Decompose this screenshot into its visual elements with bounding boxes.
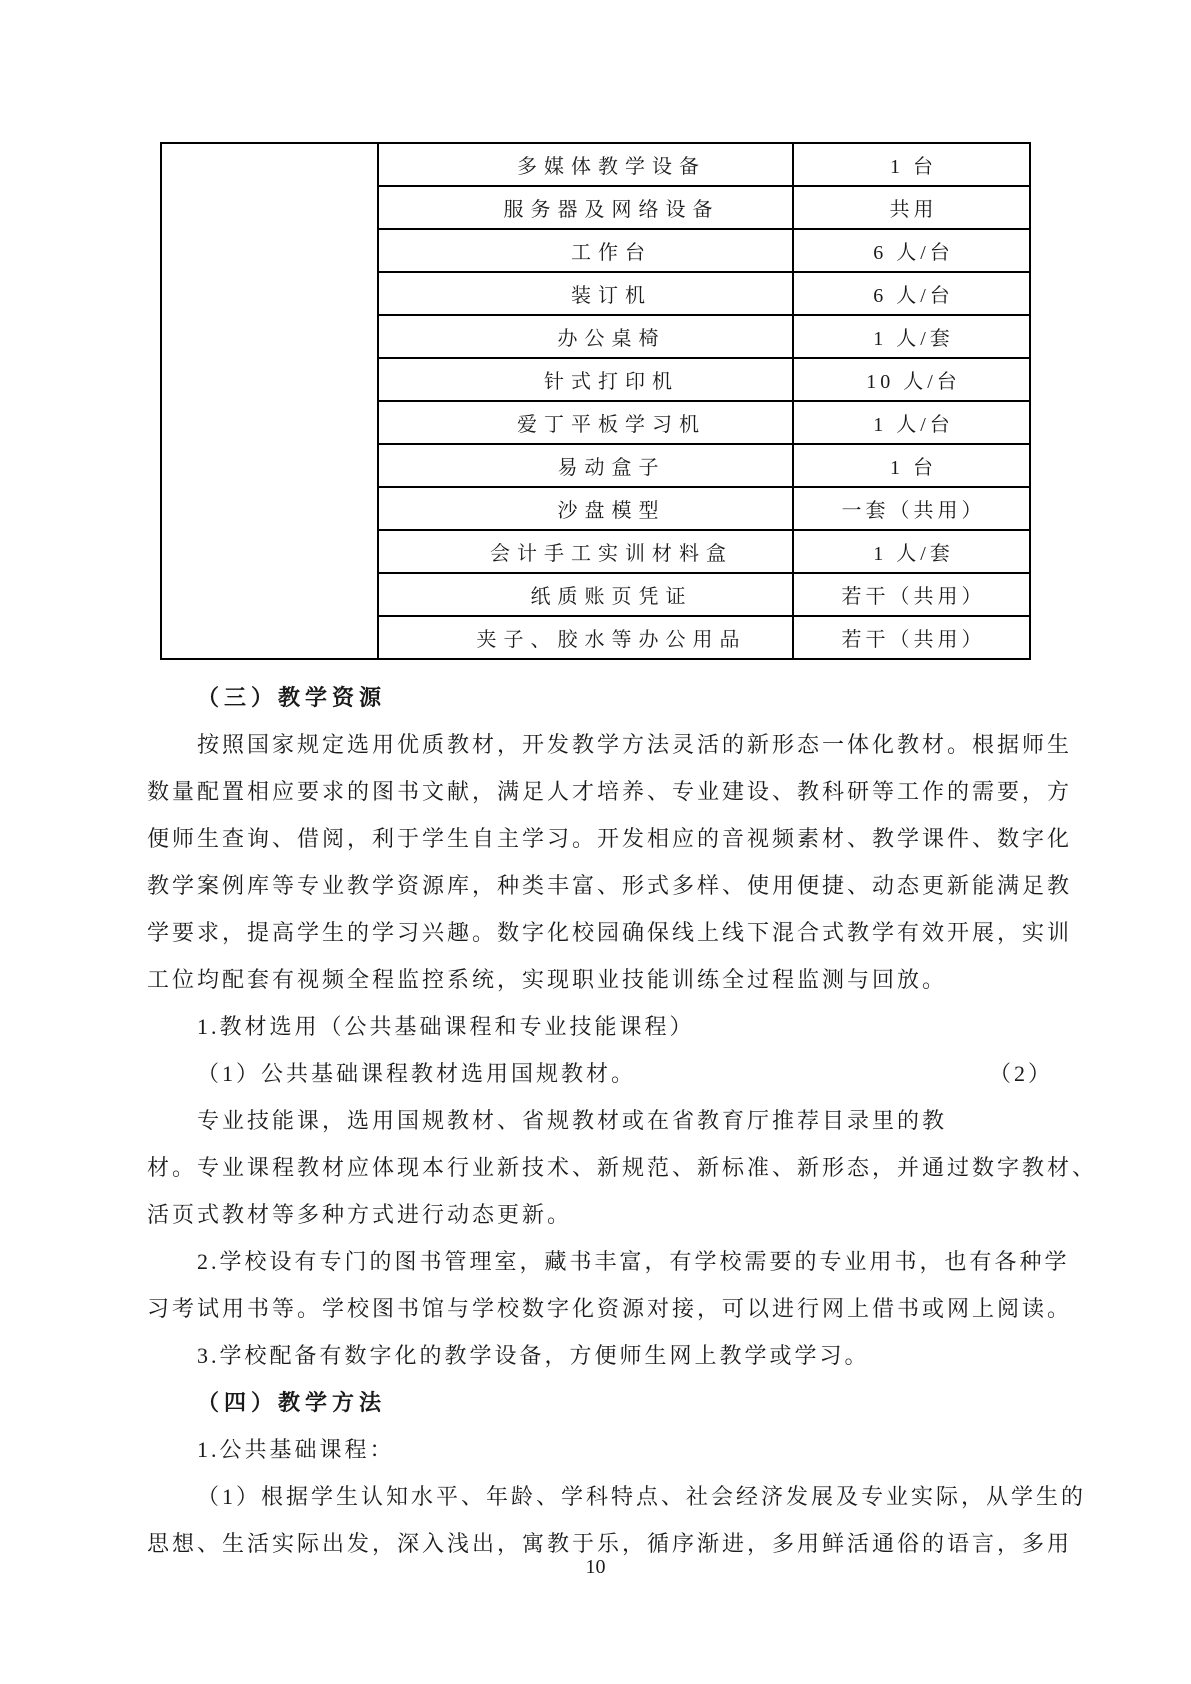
equipment-table (160, 142, 1031, 660)
text-line: 工位均配套有视频全程监控系统，实现职业技能训练全过程监测与回放。 (147, 967, 948, 992)
text-line: 活页式教材等多种方式进行动态更新。 (147, 1202, 573, 1227)
qty-cell: 1 人/台 (793, 401, 1030, 444)
text-line: 教学案例库等专业教学资源库，种类丰富、形式多样、使用便捷、动态更新能满足教 (147, 873, 1073, 898)
qty-cell: 1 台 (793, 143, 1030, 186)
item-cell: 针式打印机 (378, 358, 793, 401)
item-cell: 办公桌椅 (378, 315, 793, 358)
qty-cell: 1 人/套 (793, 315, 1030, 358)
qty-cell: 1 人/套 (793, 530, 1030, 573)
category-cell (161, 143, 378, 659)
qty-cell: 10 人/台 (793, 358, 1030, 401)
text-block (147, 674, 1098, 1567)
text-line: 材。专业课程教材应体现本行业新技术、新规范、新标准、新形态，并通过数字教材、 (147, 1155, 1098, 1180)
item-cell: 服务器及网络设备 (378, 186, 793, 229)
text-line: 3.学校配备有数字化的教学设备，方便师生网上教学或学习。 (197, 1343, 870, 1368)
qty-cell: 1 台 (793, 444, 1030, 487)
text-line: （1）根据学生认知水平、年龄、学科特点、社会经济发展及专业实际，从学生的 (197, 1484, 1087, 1509)
item-cell: 爱丁平板学习机 (378, 401, 793, 444)
section-heading: （四）教学方法 (197, 1390, 387, 1415)
qty-cell: 6 人/台 (793, 229, 1030, 272)
text-line-right: （2） (988, 1061, 1053, 1086)
table-row (161, 143, 1030, 186)
text-line: 1.教材选用（公共基础课程和专业技能课程） (197, 1014, 695, 1039)
item-cell: 装订机 (378, 272, 793, 315)
qty-cell: 一套（共用） (793, 487, 1030, 530)
text-line: 专业技能课，选用国规教材、省规教材或在省教育厅推荐目录里的教 (197, 1108, 948, 1133)
qty-cell: 若干（共用） (793, 573, 1030, 616)
section-heading: （三）教学资源 (197, 685, 387, 710)
text-line: 2.学校设有专门的图书管理室，藏书丰富，有学校需要的专业用书，也有各种学 (197, 1249, 1070, 1274)
text-line: 数量配置相应要求的图书文献，满足人才培养、专业建设、教科研等工作的需要，方 (147, 779, 1073, 804)
qty-cell: 共用 (793, 186, 1030, 229)
qty-cell: 6 人/台 (793, 272, 1030, 315)
item-cell: 纸质账页凭证 (378, 573, 793, 616)
item-cell: 多媒体教学设备 (378, 143, 793, 186)
item-cell: 工作台 (378, 229, 793, 272)
item-cell: 会计手工实训材料盒 (378, 530, 793, 573)
text-line: 1.公共基础课程： (197, 1437, 395, 1462)
page-number: 10 (585, 1556, 606, 1578)
qty-cell: 若干（共用） (793, 616, 1030, 659)
item-cell: 夹子、胶水等办公用品 (378, 616, 793, 659)
text-line-left: （1）公共基础课程教材选用国规教材。 (197, 1061, 637, 1086)
text-line (147, 1050, 1053, 1097)
text-line: 按照国家规定选用优质教材，开发教学方法灵活的新形态一体化教材。根据师生 (197, 732, 1073, 757)
text-line: 思想、生活实际出发，深入浅出，寓教于乐，循序渐进，多用鲜活通俗的语言，多用 (147, 1531, 1073, 1556)
item-cell: 易动盒子 (378, 444, 793, 487)
item-cell: 沙盘模型 (378, 487, 793, 530)
text-line: 便师生查询、借阅，利于学生自主学习。开发相应的音视频素材、教学课件、数字化 (147, 826, 1073, 851)
text-line: 习考试用书等。学校图书馆与学校数字化资源对接，可以进行网上借书或网上阅读。 (147, 1296, 1073, 1321)
text-line: 学要求，提高学生的学习兴趣。数字化校园确保线上线下混合式教学有效开展，实训 (147, 920, 1073, 945)
